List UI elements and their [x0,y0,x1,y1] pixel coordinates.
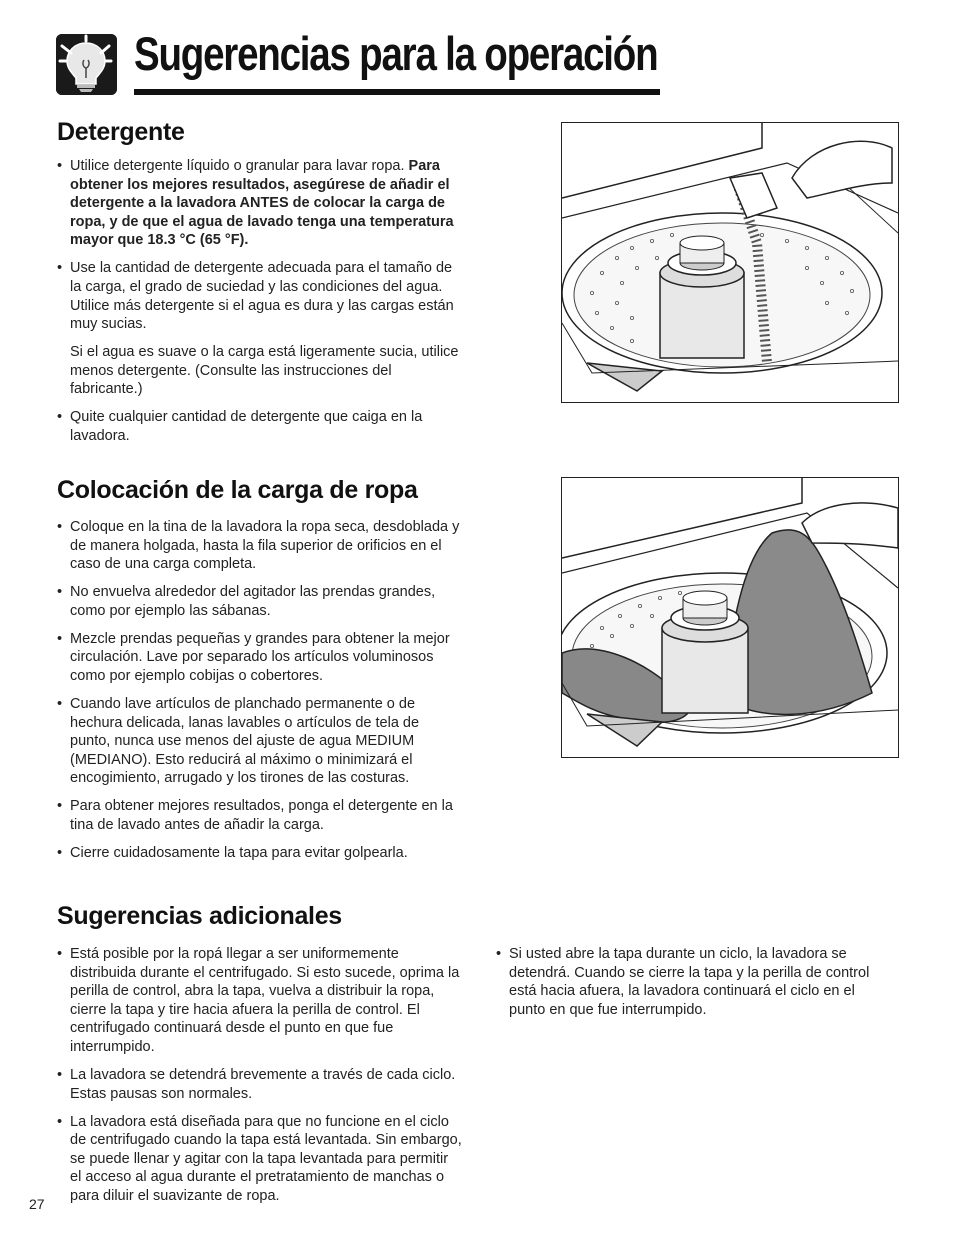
page-title: Sugerencias para la operación [134,27,658,80]
list-item: • Cierre cuidadosamente la tapa para evitar golpearla. [57,844,462,863]
list-item: • La lavadora está diseñada para que no funcione en el ciclo de centrifugado cuando la tapa está levantada. Sin embargo, se puede llenar y agitar con la tapa levantada para permitir el acceso al agua durante el pretratamiento de manchas o para diluir el suavizante de ropa. [57,1113,462,1206]
list-item: • La lavadora se detendrá brevemente a través de cada ciclo. Estas pausas son normales. [57,1066,462,1103]
section-heading-adicionales: Sugerencias adicionales [57,902,342,930]
list-item: • Quite cualquier cantidad de detergente que caiga en la lavadora. [57,408,462,445]
list-item: • No envuelva alrededor del agitador las prendas grandes, como por ejemplo las sábanas. [57,583,462,620]
list-item: • Está posible por la ropá llegar a ser uniformemente distribuida durante el centrifugado. Si esto sucede, oprima la perilla de control, abra la tapa, vuelva a distribuir la ropa, cierre la tapa y tire hacia afuera la perilla de control. El centrifugado continuará desde el punto en que fue interrumpido. [57,945,462,1057]
lightbulb-icon [56,34,117,95]
illustration-adding-detergent [561,122,899,403]
list-item: • Coloque en la tina de la lavadora la ropa seca, desdoblada y de manera holgada, hasta la fila superior de orificios en el caso de una carga completa. [57,518,462,574]
list-item: • Mezcle prendas pequeñas y grandes para obtener la mejor circulación. Lave por separado los artículos voluminosos como por ejemplo cobijas o cobertores. [57,630,462,686]
list-item: • Si usted abre la tapa durante un ciclo, la lavadora se detendrá. Cuando se cierre la tapa y la perilla de control está hacia afuera, la lavadora continuará el ciclo en el punto en que fue interrumpido. [496,945,891,1019]
title-rule [134,89,660,95]
list-item: Si el agua es suave o la carga está ligeramente sucia, utilice menos detergente. (Consulte las instrucciones del fabricante.) [70,344,459,398]
page-number: 27 [29,1196,45,1212]
list-item: • Use la cantidad de detergente adecuada para el tamaño de la carga, el grado de suciedad y las condiciones del agua. Utilice más detergente si el agua es dura y las cargas están muy sucias. [57,259,462,333]
list-item: • Para obtener mejores resultados, ponga el detergente en la tina de lavado antes de añadir la carga. [57,797,462,834]
adicionales-list-left [57,945,462,1215]
adicionales-list-right [496,945,891,1029]
illustration-loading-laundry [561,477,899,758]
list-item: • Cuando lave artículos de planchado permanente o de hechura delicada, lanas lavables o artículos de tela de punto, nunca use menos del ajuste de agua MEDIUM (MEDIANO). Esto reducirá al máximo o minimizará el encogimiento, arrugado y los tirones de las costuras. [57,695,462,788]
section-heading-detergente: Detergente [57,118,185,146]
colocacion-list [57,518,462,872]
section-heading-colocacion: Colocación de la carga de ropa [57,476,418,504]
list-item: • Utilice detergente líquido o granular para lavar ropa. Para obtener los mejores resultados, asegúrese de añadir el detergente a la lavadora ANTES de colocar la carga de ropa, y de que el agua de lavado tenga una temperatura mayor que 18.3 °C (65 °F). [57,157,462,250]
detergente-list [57,157,462,455]
